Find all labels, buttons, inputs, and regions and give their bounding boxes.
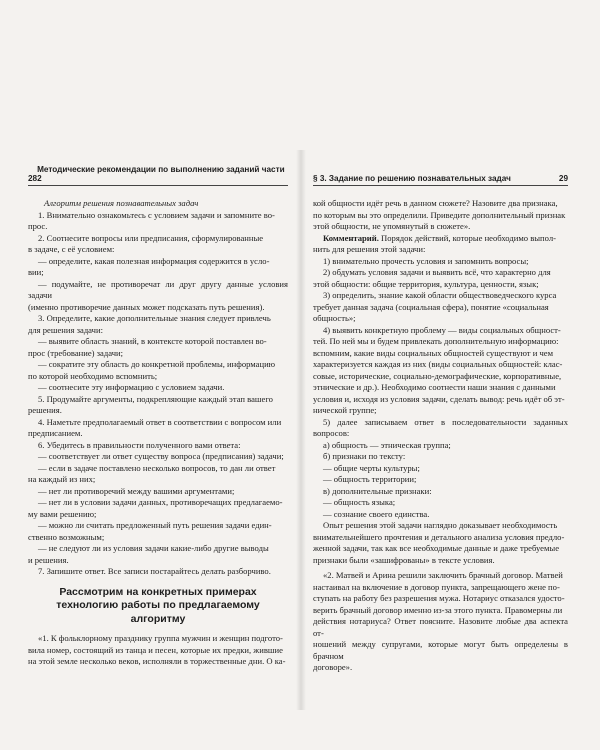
algorithm-step-line: прос. [28, 221, 48, 231]
algorithm-step-line: и решения. [28, 554, 69, 565]
comment-line: общность»; [313, 313, 356, 323]
comment-line: — сознание своего единства. [323, 508, 430, 519]
algorithm-step-line: в задаче, с её условием: [28, 244, 115, 254]
comment-first-line: Порядок действий, которые необходимо выпол- [378, 232, 556, 243]
example-2-line: договоре». [313, 662, 353, 672]
comment-steps [313, 244, 568, 566]
example-2-line: «2. Матвей и Арина решили заключить брачный договор. Матвей [323, 570, 563, 580]
comment-line: женной задачи, так как все необходимые данные и даже требуемые [313, 543, 560, 553]
algorithm-step-line: — не следуют ли из условия задачи какие-либо другие выводы [38, 543, 269, 553]
example-1-question-line: по которым вы это определили. Приведите дополнительный признак [313, 209, 566, 220]
comment-line: этнические и др.). Необходимо соотнести наши знания с данными [313, 382, 556, 392]
algorithm-step-line: — соответствует ли ответ существу вопроса (предписания) задачи; [38, 451, 284, 461]
algorithm-step-line: 6. Убедитесь в правильности полученного вами ответа: [38, 439, 241, 450]
example-1-question-line: кой общности идёт речь в данном сюжете? Назовите два признака, [313, 198, 558, 208]
example-2-text [313, 570, 568, 674]
example-2-line: настаивал на включение в договор пункта, запрещающего жене по- [313, 581, 560, 592]
comment-line: 1) внимательно прочесть условия и запомнить вопросы; [323, 255, 529, 266]
example-1-line: на этой земле несколько веков, исполняли в торжественные дни. О ка- [28, 656, 286, 666]
comment-line: б) признаки по тексту: [323, 451, 406, 461]
algorithm-step-line: решения. [28, 405, 62, 415]
algorithm-step-line: на каждый из них; [28, 474, 96, 484]
algorithm-step-line: 7. Запишите ответ. Все записи постарайтесь делать разборчиво. [38, 566, 271, 576]
algorithm-step-line: — нет ли противоречий между вашими аргументами; [38, 485, 235, 496]
right-page-header [313, 172, 568, 186]
algorithm-step-line: — если в задаче поставлено несколько вопросов, то дан ли ответ [38, 462, 276, 473]
right-page-body [313, 198, 568, 674]
example-1-line: вила номер, состоящий из танца и песен, которые их предки, жившие [28, 644, 283, 655]
comment-line: 2) обдумать условия задачи и выявить всё, что характерно для [323, 267, 551, 277]
comment-line: — общие черты культуры; [323, 462, 420, 473]
comment-line: характеризуется каждая из них (виды социальных общностей: клас- [313, 359, 563, 369]
algorithm-step-line: прос (требование) задачи; [28, 347, 124, 358]
comment-line: а) общность — этническая группа; [323, 439, 451, 450]
comment-line: внимательнейшего прочтения и детального анализа условия предло- [313, 531, 565, 542]
comment-line: условия и, исходя из условия задачи, сделать вывод: речь идёт об эт- [313, 393, 565, 404]
algorithm-title: Алгоритм решения познавательных задач [44, 198, 199, 208]
comment-line: в) дополнительные признаки: [323, 485, 432, 496]
comment-line: этой общности: общие территория, культура, ценности, язык; [313, 278, 539, 289]
comment-line: 5) далее записываем ответ в последовательности заданных вопросов: [313, 416, 568, 438]
algorithm-step-line: вии; [28, 267, 44, 277]
algorithm-step-line: 3. Определите, какие дополнительные знания следует привлечь [38, 313, 271, 323]
algorithm-steps [28, 210, 288, 578]
algorithm-step-line: ственно возможным; [28, 531, 105, 542]
comment-line: признаки были «зашифрованы» в тексте условия. [313, 554, 495, 565]
example-2-line: верить брачный договор именно из-за этого пункта. Правомерны ли [313, 604, 563, 615]
comment-line: тей. По ней мы и будем привлекать дополнительную информацию: [313, 336, 559, 346]
comment-paragraph-start [313, 233, 568, 245]
algorithm-step-line: 4. Наметьте предполагаемый ответ в соответствии с вопросом или [38, 416, 282, 427]
left-page-body [28, 198, 288, 668]
algorithm-step-line: 5. Продумайте аргументы, подкрепляющие каждый этап вашего [38, 393, 273, 404]
book-gutter [296, 150, 306, 710]
algorithm-step-line: — выявите область знаний, в контексте которой поставлен во- [38, 336, 267, 346]
comment-line: Опыт решения этой задачи наглядно доказывает необходимость [323, 520, 558, 530]
example-2-line: ношений между супругами, которые могут быть определены в брачном [313, 639, 568, 661]
comment-line: вспомним, какие виды социальных общностей существуют и чем [313, 347, 554, 358]
section-subheading: Рассмотрим на конкретных примерах технологию работы по предлагаемому алгоритму [56, 585, 260, 625]
algorithm-step-line: — определите, какая полезная информация содержится в усло- [38, 255, 270, 266]
right-page-number: 29 [558, 174, 568, 183]
algorithm-step-line: предписанием. [28, 428, 83, 438]
comment-line: нить для решения этой задачи: [313, 244, 426, 254]
right-page-running-title: § 3. Задание по решению познавательных задач [313, 174, 511, 183]
algorithm-step-line: — нет ли в условии задачи данных, противоречащих предлагаемо- [38, 497, 283, 507]
example-1-text [28, 633, 288, 668]
comment-line: требует данная задача (социальная сфера), понятие «социальная [313, 301, 549, 312]
comment-line: — общность территории; [323, 474, 417, 484]
left-page-number: 28 [28, 174, 38, 183]
example-1-question [313, 198, 568, 233]
example-1-question-line: этой общности, не упомянутый в сюжете». [313, 221, 471, 231]
comment-line: нической группе; [313, 405, 377, 415]
example-2-line: действия нотариуса? Ответ поясните. Назовите любые два аспекта от- [313, 616, 568, 638]
algorithm-step-line: по которой необходимо вспомнить; [28, 370, 158, 381]
algorithm-step-line: 1. Внимательно ознакомьтесь с условием задачи и запомните во- [38, 209, 275, 220]
algorithm-step-line: — можно ли считать предложенный путь решения задачи един- [38, 520, 272, 530]
algorithm-step-line: — сократите эту область до конкретной проблемы, информацию [38, 359, 276, 369]
algorithm-step-line: му вами решению; [28, 508, 97, 519]
algorithm-step-line: 2. Соотнесите вопросы или предписания, сформулированные [38, 232, 264, 243]
algorithm-step-line: (именно противоречие данных может подсказать путь решения). [28, 301, 265, 312]
algorithm-step-line: для решения задачи: [28, 324, 103, 335]
comment-label: Комментарий. [323, 232, 379, 243]
comment-line: совые, исторические, социально-демографические, корпоративные, [313, 370, 562, 381]
comment-line: 3) определить, знание какой области обществоведческого курса [323, 290, 557, 300]
example-1-line: «1. К фольклорному празднику группа мужчин и женщин подгото- [38, 633, 283, 643]
example-2-line: ступать на работу без разрешения мужа. Нотариус отказался удосто- [313, 593, 565, 603]
left-page-header [28, 165, 288, 186]
comment-line: — общность языка; [323, 497, 396, 507]
left-page-running-title: Методические рекомендации по выполнению заданий части 2 [37, 165, 285, 183]
comment-line: 4) выявить конкретную проблему — виды социальных общност- [323, 324, 561, 335]
algorithm-step-line: — соотнесите эту информацию с условием задачи. [38, 382, 225, 392]
algorithm-step-line: — подумайте, не противоречат ли друг другу данные условия задачи [28, 278, 288, 300]
